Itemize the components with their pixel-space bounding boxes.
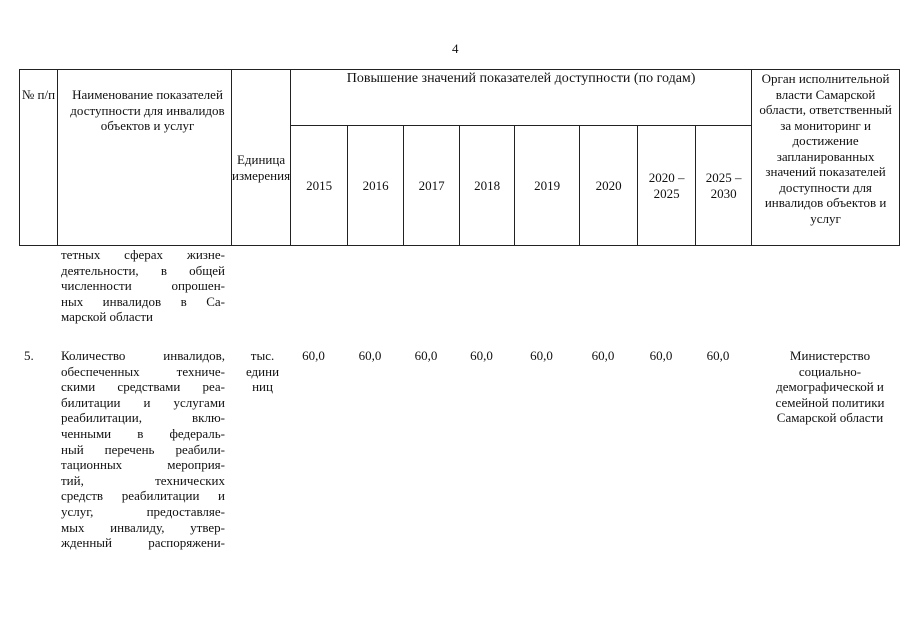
row5-unit-line: тыс. bbox=[250, 348, 275, 363]
row5-unit bbox=[240, 348, 285, 395]
row5-name-line: обеспеченных техниче- bbox=[61, 363, 225, 379]
row5-name-line: Количество инвалидов, bbox=[61, 348, 225, 363]
row5-value-2025-2030: 60,0 bbox=[706, 348, 730, 363]
row5-name-line: мых инвалиду, утвер- bbox=[61, 519, 225, 535]
row5-value-2020: 60,0 bbox=[591, 348, 615, 363]
row5-name-line: скими средствами реа- bbox=[61, 379, 225, 395]
continuation-line: тетных сферах жизне- bbox=[61, 247, 225, 262]
year-2015: 2015 bbox=[291, 126, 348, 246]
row5-name-line: тационных мероприя- bbox=[61, 457, 225, 473]
continuation-text bbox=[61, 247, 225, 325]
row5-value-2017: 60,0 bbox=[414, 348, 438, 363]
row5-value-2016: 60,0 bbox=[358, 348, 382, 363]
row5-organ-line: Министерство bbox=[789, 348, 871, 363]
row5-name-line: реабилитации, вклю- bbox=[61, 410, 225, 426]
header-organ: Орган исполнительной власти Самарской области, ответственный за мониторинг и достижение запланированных значений показателей доступности для инвалидов объектов и услуг bbox=[752, 70, 900, 246]
year-2017: 2017 bbox=[404, 126, 460, 246]
row5-organ-line: социально- bbox=[798, 363, 862, 379]
year-2025-2030: 2025 – 2030 bbox=[696, 126, 752, 246]
row5-name-line: билитации и услугами bbox=[61, 394, 225, 410]
year-2016: 2016 bbox=[348, 126, 404, 246]
header-num: № п/п bbox=[20, 70, 58, 246]
row5-name-line: ный перечень реабили- bbox=[61, 441, 225, 457]
table-header bbox=[19, 69, 900, 246]
header-increase: Повышение значений показателей доступности (по годам) bbox=[291, 70, 752, 126]
continuation-line: численности опрошен- bbox=[61, 278, 225, 294]
row5-organ bbox=[756, 348, 904, 426]
year-2020-2025: 2020 – 2025 bbox=[638, 126, 696, 246]
row5-name-line: тий, технических bbox=[61, 472, 225, 488]
year-2018: 2018 bbox=[460, 126, 515, 246]
row5-name-line: средств реабилитации и bbox=[61, 488, 225, 504]
row5-name-line: услуг, предоставляе- bbox=[61, 503, 225, 519]
row5-name-line: жденный распоряжени- bbox=[61, 535, 225, 551]
row5-name bbox=[61, 348, 225, 551]
year-2020: 2020 bbox=[580, 126, 638, 246]
year-2019: 2019 bbox=[515, 126, 580, 246]
row5-organ-line: демографической и bbox=[776, 379, 884, 395]
row5-value-2020-2025: 60,0 bbox=[649, 348, 673, 363]
row5-organ-line: семейной политики bbox=[775, 394, 885, 410]
row5-value-2019: 60,0 bbox=[530, 348, 553, 363]
row5-num: 5. bbox=[24, 348, 34, 363]
header-unit: Единица измерения bbox=[232, 70, 291, 246]
row5-value-2015: 60,0 bbox=[302, 348, 325, 363]
row5-name-line: ченными в федераль- bbox=[61, 425, 225, 441]
row5-unit-line: ниц bbox=[252, 379, 273, 395]
continuation-line: марской области bbox=[61, 309, 153, 325]
row5-unit-line: едини bbox=[245, 363, 280, 379]
continuation-line: ных инвалидов в Са- bbox=[61, 293, 225, 309]
header-name: Наименование показателей доступности для инвалидов объектов и услуг bbox=[58, 70, 232, 246]
row5-value-2018: 60,0 bbox=[470, 348, 493, 363]
page-number: 4 bbox=[452, 41, 459, 56]
continuation-line: деятельности, в общей bbox=[61, 262, 225, 278]
row5-organ-line: Самарской области bbox=[776, 410, 884, 426]
